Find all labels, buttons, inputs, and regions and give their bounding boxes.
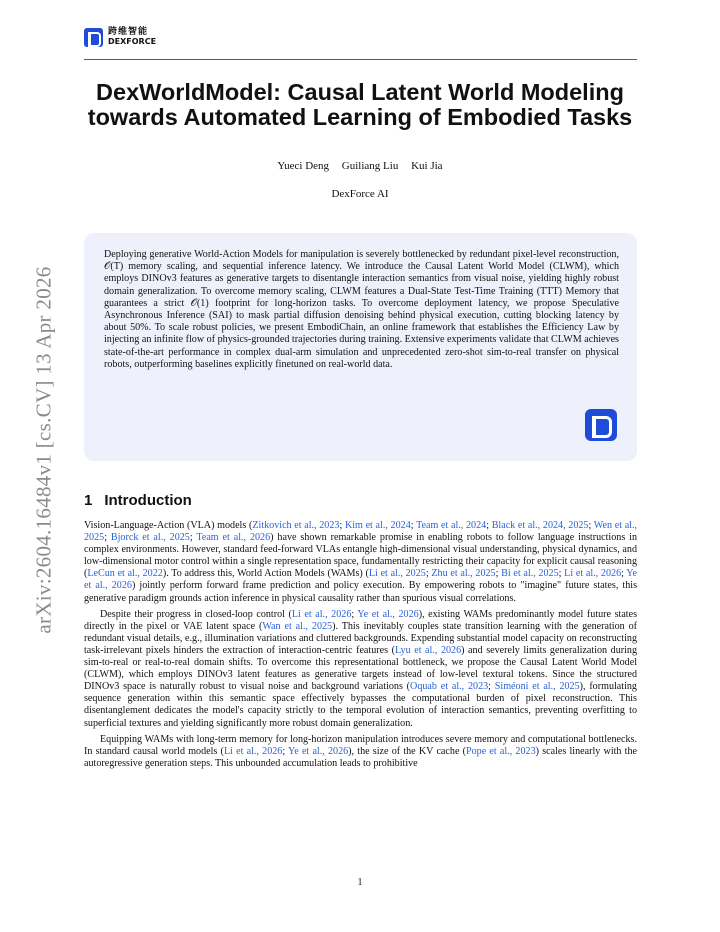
paragraph (84, 734, 637, 770)
paragraph-text: ; (558, 568, 565, 580)
citation-link[interactable]: Kim et al., 2024 (344, 520, 411, 531)
citation-link[interactable]: Li et al., 2025 (368, 568, 426, 580)
citation-link[interactable]: Ye et al., 2026 (287, 745, 349, 757)
paragraph-text: ; (486, 520, 492, 531)
citation-link[interactable]: Li et al., 2026 (291, 608, 352, 620)
author-name: Guiliang Liu (341, 160, 399, 172)
paragraph-text: ; (351, 608, 358, 620)
author-name: Yueci Deng (277, 160, 330, 172)
section-body (84, 520, 637, 774)
title-line-1: DexWorldModel: Causal Latent World Modeling (96, 79, 624, 105)
paragraph-text: Vision-Language-Action (VLA) models ( (84, 520, 253, 531)
arxiv-stamp: arXiv:2604.16484v1 [cs.CV] 13 Apr 2026 (31, 266, 56, 634)
citation-link[interactable]: Lyu et al., 2026 (394, 644, 462, 656)
page-number: 1 (357, 877, 363, 888)
citation-link[interactable]: Zhu et al., 2025 (431, 568, 496, 580)
citation-link[interactable]: Wan et al., 2025 (262, 620, 333, 632)
logo-chinese-name: 跨维智能 (108, 27, 149, 37)
section-heading (84, 492, 192, 509)
dexforce-logo (84, 27, 156, 47)
paragraph-text: Equipping WAMs with long-term memory for long-horizon manipulation introduces severe memory and computational bottlenecks. In standard causal world models ( (84, 733, 637, 757)
paragraph-text: ; (104, 532, 111, 544)
citation-link[interactable]: Ye et al., 2026 (357, 608, 419, 620)
paragraph-text: Despite their progress in closed-loop control ( (100, 608, 292, 620)
dexforce-logo-icon (84, 28, 103, 47)
paragraph-text: ), formulating sequence generation within this semantic space effectively bypasses the computational burden of pixel reconstruction. This disentanglement dedicates the model's capacity strictly to the temporal evolution of interaction semantics, preventing overfitting to superficial textures and yielding significantly more robust domain generalization. (84, 681, 637, 729)
affiliation: DexForce AI (331, 188, 389, 200)
section-number: 1 (84, 492, 93, 509)
title-line-2: towards Automated Learning of Embodied Tasks (87, 104, 633, 130)
paragraph-text: ; (621, 568, 627, 580)
citation-link[interactable]: Pope et al., 2023 (466, 745, 536, 757)
logo-text (108, 27, 156, 47)
citation-link[interactable]: Black et al., 2024, 2025 (491, 520, 589, 531)
paragraph-text: ; (495, 568, 502, 580)
citation-link[interactable]: Li et al., 2026 (564, 568, 622, 580)
paragraph-text: ; (410, 520, 417, 531)
author-list (0, 160, 720, 172)
paragraph-text: ) have shown remarkable promise in enabling robots to follow language instructions in complex environments. However, standard feed-forward VLAs entangle high-dimensional visual understanding, physical dynamics, and low-dimensional motor control within a single representation space, fundamentally restricting their capacity for explicit causal reasoning ( (84, 532, 637, 580)
paragraph-text: ). To address this, World Action Models (WAMs) ( (162, 568, 369, 580)
paragraph (84, 609, 637, 730)
paragraph-text: ) and severely limits generalization during sim-to-real or real-to-real domain shifts. To overcome this representational bottleneck, we propose the Causal Latent World Model (CLWM), which employs DINOv3 latent features as generative targets instead of low-level textural tokens. Since the structured DINOv3 space is naturally robust to visual noise and background variations ( (84, 644, 638, 693)
paragraph-text: ). This inevitably couples state transition learning with the generation of redundant visual details, e.g., illumination variations and cluttered backgrounds. Expending substantial model capacity on reconstructing task-irrelevant pixels hinders the extraction of interaction-centric features ( (84, 620, 638, 656)
paper-title (70, 80, 650, 130)
citation-link[interactable]: Bjorck et al., 2025 (110, 532, 190, 544)
citation-link[interactable]: Oquab et al., 2023 (410, 681, 489, 693)
paragraph-text: ), the size of the KV cache ( (348, 745, 466, 757)
section-title: Introduction (104, 492, 192, 509)
citation-link[interactable]: Team et al., 2024 (416, 520, 487, 531)
logo-english-name: DEXFORCE (108, 37, 157, 46)
paragraph-text: ; (488, 681, 495, 693)
citation-link[interactable]: Ye et al., 2026 (84, 568, 638, 592)
citation-link[interactable]: Siméoni et al., 2025 (494, 681, 580, 693)
paragraph-text: ) scales linearly with the autoregressive generation steps. This unbounded accumulation leads to prohibitive (84, 745, 638, 769)
citation-link[interactable]: Bi et al., 2025 (501, 568, 559, 580)
author-name: Kui Jia (411, 160, 443, 172)
paragraph-text: ), existing WAMs predominantly model future states directly in the pixel or VAE latent space ( (84, 608, 638, 632)
paragraph-text: ; (588, 520, 594, 531)
citation-link[interactable]: Zitkovich et al., 2023 (252, 520, 340, 531)
paragraph-text: ; (425, 568, 432, 580)
paragraph (84, 520, 637, 605)
citation-link[interactable]: Wen et al., 2025 (84, 520, 638, 544)
header-rule (84, 59, 637, 60)
citation-link[interactable]: Team et al., 2026 (196, 532, 271, 544)
dexforce-logo-icon (585, 409, 617, 441)
paragraph-text: ; (339, 520, 345, 531)
citation-link[interactable]: Li et al., 2026 (223, 745, 283, 757)
paragraph-text: ) jointly perform forward frame prediction and policy execution. By empowering robots to "imagine" future states, this generative paradigm grounds action inference in physical causality rather than spurious visual correlations. (84, 580, 637, 604)
abstract-text: Deploying generative World-Action Models for manipulation is severely bottlenecked by redundant pixel-level reconstruction, 𝒪(T) memory scaling, and sequential inference latency. We introduce the Causal Latent World Model (CLWM), which employs DINOv3 features as generative targets to disentangle interaction semantics from visual noise, yielding highly robust domain generalization. To overcome memory scaling, CLWM features a Dual-State Test-Time Training (TTT) Memory that guarantees a strict 𝒪(1) footprint for long-horizon tasks. To overcome deployment latency, we propose Speculative Asynchronous Inference (SAI) to mask partial diffusion denoising behind physical execution, cutting blocking latency by about 50%. To scale robust policies, we present EmbodiChain, an online framework that establishes the Efficiency Law by injecting an infinite flow of physics-grounded trajectories during training. Extensive experiments validate that CLWM achieves state-of-the-art performance in complex dual-arm simulation and unprecedented zero-shot sim-to-real transfer on physical robots, outperforming baselines explicitly finetuned on real-world data. (104, 249, 619, 370)
paragraph-text: ; (282, 745, 288, 757)
citation-link[interactable]: LeCun et al., 2022 (87, 568, 163, 580)
paragraph-text: ; (189, 532, 197, 544)
